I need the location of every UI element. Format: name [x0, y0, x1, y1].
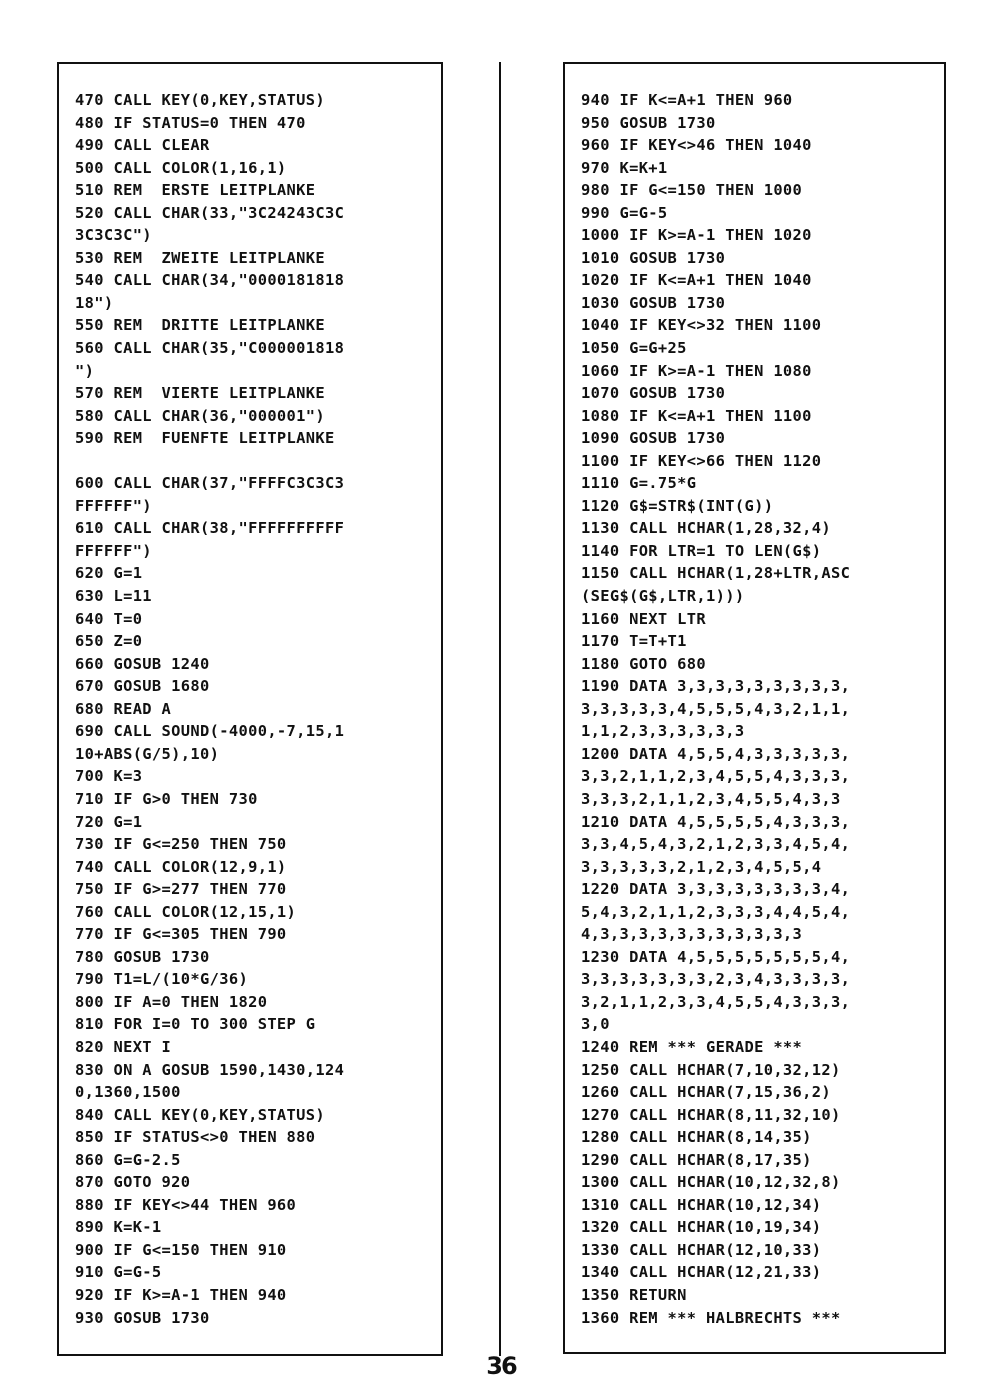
code-line: 920 IF K>=A-1 THEN 940	[75, 1285, 287, 1304]
code-line: 910 G=G-5	[75, 1263, 162, 1282]
code-line: 1010 GOSUB 1730	[581, 248, 726, 267]
code-line: 990 G=G-5	[581, 203, 668, 222]
code-line: 3,2,1,1,2,3,3,4,5,5,4,3,3,3,	[581, 992, 851, 1011]
code-line: 1110 G=.75*G	[581, 474, 697, 493]
code-line: 530 REM ZWEITE LEITPLANKE	[75, 248, 326, 267]
code-line: 770 IF G<=305 THEN 790	[75, 925, 287, 944]
code-line: 710 IF G>0 THEN 730	[75, 789, 258, 808]
code-line: 1290 CALL HCHAR(8,17,35)	[581, 1150, 812, 1169]
code-line: 890 K=K-1	[75, 1218, 162, 1237]
code-line: 1200 DATA 4,5,5,4,3,3,3,3,3,	[581, 744, 851, 763]
code-line: 750 IF G>=277 THEN 770	[75, 880, 287, 899]
code-line: 1030 GOSUB 1730	[581, 293, 726, 312]
code-line: 1160 NEXT LTR	[581, 609, 707, 628]
code-line: 940 IF K<=A+1 THEN 960	[581, 91, 793, 109]
code-line: 1000 IF K>=A-1 THEN 1020	[581, 226, 812, 245]
code-line: 850 IF STATUS<>0 THEN 880	[75, 1128, 316, 1147]
code-line: 1040 IF KEY<>32 THEN 1100	[581, 316, 822, 335]
code-line: 640 T=0	[75, 609, 143, 628]
code-line: 970 K=K+1	[581, 158, 668, 177]
code-line: 820 NEXT I	[75, 1037, 172, 1056]
code-line: 3,3,3,3,3,3,3,2,3,4,3,3,3,3,	[581, 970, 851, 989]
code-line: 590 REM FUENFTE LEITPLANKE	[75, 429, 335, 448]
code-line: 1270 CALL HCHAR(8,11,32,10)	[581, 1105, 841, 1124]
code-line: 1150 CALL HCHAR(1,28+LTR,ASC	[581, 564, 851, 583]
code-line: ")	[75, 361, 95, 380]
code-line: 550 REM DRITTE LEITPLANKE	[75, 316, 326, 335]
code-line: 470 CALL KEY(0,KEY,STATUS)	[75, 91, 326, 109]
code-line: 570 REM VIERTE LEITPLANKE	[75, 384, 326, 403]
code-line: 3,0	[581, 1015, 610, 1034]
code-line: 1240 REM *** GERADE ***	[581, 1037, 803, 1056]
code-line: 960 IF KEY<>46 THEN 1040	[581, 136, 812, 155]
code-line: 3,3,2,1,1,2,3,4,5,5,4,3,3,3,	[581, 767, 851, 786]
code-line: 800 IF A=0 THEN 1820	[75, 992, 268, 1011]
code-line: 830 ON A GOSUB 1590,1430,124	[75, 1060, 345, 1079]
code-line: 650 Z=0	[75, 632, 143, 651]
code-line: 1,1,2,3,3,3,3,3,3	[581, 722, 745, 741]
code-line: FFFFFF")	[75, 541, 152, 560]
code-line: 760 CALL COLOR(12,15,1)	[75, 902, 297, 921]
code-line: 860 G=G-2.5	[75, 1150, 181, 1169]
code-line: 790 T1=L/(10*G/36)	[75, 970, 249, 989]
code-line: 950 GOSUB 1730	[581, 113, 716, 132]
code-line: 1350 RETURN	[581, 1285, 687, 1304]
code-line: 540 CALL CHAR(34,"0000181818	[75, 271, 345, 290]
code-line: 1190 DATA 3,3,3,3,3,3,3,3,3,	[581, 677, 851, 696]
code-line: 600 CALL CHAR(37,"FFFFC3C3C3	[75, 474, 345, 493]
code-line: 1080 IF K<=A+1 THEN 1100	[581, 406, 812, 425]
code-line: 700 K=3	[75, 767, 143, 786]
code-line	[75, 450, 344, 473]
code-line: 680 READ A	[75, 699, 172, 718]
code-line: 1220 DATA 3,3,3,3,3,3,3,3,4,	[581, 880, 851, 899]
code-line: 1130 CALL HCHAR(1,28,32,4)	[581, 519, 832, 538]
code-line: 10+ABS(G/5),10)	[75, 744, 220, 763]
code-line: 1060 IF K>=A-1 THEN 1080	[581, 361, 812, 380]
code-line: 630 L=11	[75, 587, 152, 606]
code-line: 740 CALL COLOR(12,9,1)	[75, 857, 287, 876]
code-line: 1070 GOSUB 1730	[581, 384, 726, 403]
code-line: 660 GOSUB 1240	[75, 654, 210, 673]
code-line: 1250 CALL HCHAR(7,10,32,12)	[581, 1060, 841, 1079]
code-line: 1170 T=T+T1	[581, 632, 687, 651]
code-line: (SEG$(G$,LTR,1)))	[581, 587, 745, 606]
code-line: 3C3C3C")	[75, 226, 152, 245]
code-line: 480 IF STATUS=0 THEN 470	[75, 113, 306, 132]
page-number: 36	[486, 1352, 516, 1380]
code-line: 980 IF G<=150 THEN 1000	[581, 181, 803, 200]
code-line: 1090 GOSUB 1730	[581, 429, 726, 448]
code-line: 1310 CALL HCHAR(10,12,34)	[581, 1195, 822, 1214]
code-line: 580 CALL CHAR(36,"000001")	[75, 406, 326, 425]
code-line: 1100 IF KEY<>66 THEN 1120	[581, 451, 822, 470]
code-line: 1180 GOTO 680	[581, 654, 707, 673]
code-line: 0,1360,1500	[75, 1083, 181, 1102]
code-line: 3,3,3,3,3,4,5,5,5,4,3,2,1,1,	[581, 699, 851, 718]
code-line: 1340 CALL HCHAR(12,21,33)	[581, 1263, 822, 1282]
code-line: 510 REM ERSTE LEITPLANKE	[75, 181, 316, 200]
code-line: 1210 DATA 4,5,5,5,5,4,3,3,3,	[581, 812, 851, 831]
right-code-listing	[581, 89, 850, 1329]
code-line: 500 CALL COLOR(1,16,1)	[75, 158, 287, 177]
code-line: 1120 G$=STR$(INT(G))	[581, 496, 774, 515]
code-line: 730 IF G<=250 THEN 750	[75, 835, 287, 854]
code-line: 4,3,3,3,3,3,3,3,3,3,3,3	[581, 925, 803, 944]
code-line: 1140 FOR LTR=1 TO LEN(G$)	[581, 541, 822, 560]
code-line: 670 GOSUB 1680	[75, 677, 210, 696]
code-line: 840 CALL KEY(0,KEY,STATUS)	[75, 1105, 326, 1124]
code-line: 880 IF KEY<>44 THEN 960	[75, 1195, 297, 1214]
code-line: 3,3,4,5,4,3,2,1,2,3,3,4,5,4,	[581, 835, 851, 854]
code-line: 620 G=1	[75, 564, 143, 583]
code-line: 1260 CALL HCHAR(7,15,36,2)	[581, 1083, 832, 1102]
code-line: 690 CALL SOUND(-4000,-7,15,1	[75, 722, 345, 741]
code-line: 520 CALL CHAR(33,"3C24243C3C	[75, 203, 345, 222]
code-line: 900 IF G<=150 THEN 910	[75, 1240, 287, 1259]
code-line: 560 CALL CHAR(35,"C000001818	[75, 339, 345, 358]
code-line: 1020 IF K<=A+1 THEN 1040	[581, 271, 812, 290]
code-line: 1230 DATA 4,5,5,5,5,5,5,5,4,	[581, 947, 851, 966]
code-line: 1280 CALL HCHAR(8,14,35)	[581, 1128, 812, 1147]
code-line: 810 FOR I=0 TO 300 STEP G	[75, 1015, 316, 1034]
code-line: 490 CALL CLEAR	[75, 136, 210, 155]
code-line: 18")	[75, 293, 114, 312]
code-line: 1300 CALL HCHAR(10,12,32,8)	[581, 1173, 841, 1192]
code-line: 1330 CALL HCHAR(12,10,33)	[581, 1240, 822, 1259]
left-code-listing	[75, 89, 344, 1329]
code-line: 3,3,3,2,1,1,2,3,4,5,5,4,3,3	[581, 789, 841, 808]
code-line: 1320 CALL HCHAR(10,19,34)	[581, 1218, 822, 1237]
code-line: 870 GOTO 920	[75, 1173, 191, 1192]
code-line: 5,4,3,2,1,1,2,3,3,3,4,4,5,4,	[581, 902, 851, 921]
column-divider	[499, 62, 501, 1356]
code-line: 930 GOSUB 1730	[75, 1308, 210, 1327]
code-line: 1050 G=G+25	[581, 339, 687, 358]
code-line: 610 CALL CHAR(38,"FFFFFFFFFF	[75, 519, 345, 538]
code-line: 3,3,3,3,3,2,1,2,3,4,5,5,4	[581, 857, 822, 876]
code-line: FFFFFF")	[75, 496, 152, 515]
code-line: 720 G=1	[75, 812, 143, 831]
code-line: 780 GOSUB 1730	[75, 947, 210, 966]
code-line: 1360 REM *** HALBRECHTS ***	[581, 1308, 841, 1327]
